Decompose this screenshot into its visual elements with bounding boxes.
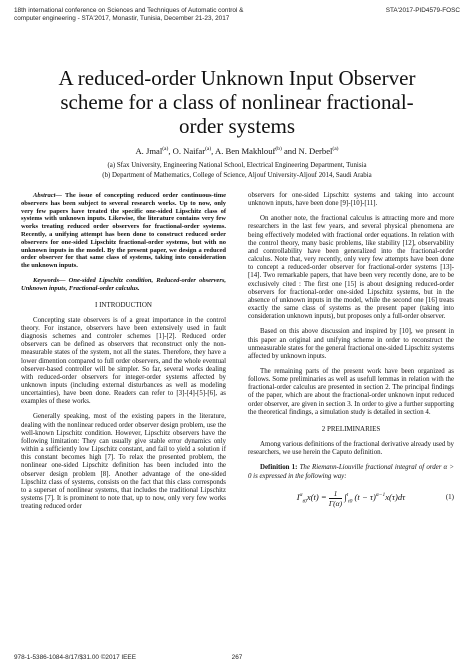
paragraph: The remaining parts of the present work have been organized as follows. Some preliminaries as well as usefull lemmas in relation with the fractional-order calculus are presented in section 2. The principal findings of the paper, which are about the fractional-order unknown input reduced order observer, are given in section 3. In order to give a further supporting the theoretical findings, a simulation study is detailed in section 4.: [248, 367, 454, 416]
title-line3: order systems: [178, 114, 296, 138]
author-list: A. Jmal$^{(a)}$, O. Naifar$^{(a)}$, A. Ben Makhlouf$^{(b)}$ and N. Derbel$^{(a)}$: [135, 146, 339, 156]
paragraph: Based on this above discussion and inspired by [10], we present in this paper an original and unifying scheme in order to reconstruct the unmeasurable states for the general fractional one-sided Lipschitz systems affected by unknown inputs.: [248, 328, 454, 360]
paragraph: Generally speaking, most of the existing papers in the literature, dealing with the nonlinear reduced order observer design problem, use the well-known Lipschitz condition. However, Lipschitz observers have the following limitation: They can usually give stable error dynamics only within a sufficiently low Lipschitz constant, and fail to yield a solution if this constant becomes high [7]. To relax the presented problem, the nonlinear one-sided Lipschitz definition has been included into the observer design problem [8]. Another advantage of the one-sided Lipschitz class of systems, consists on the fact that this class corresponds to a superset of nonlinear systems, that includes the traditional Lipschitz systems [7]. It is prominent to note that, up to now, only very few works treating reduced order: [21, 413, 226, 511]
keywords-label: Keywords—: [33, 276, 66, 284]
paragraph: On another note, the fractional calculus is attracting more and more researchers in the last few years, and several physical phenomena are being effectively modeled with fractional order equations. In relation with the control theory, many basic problems, like stability [12], observability and controllability have been generalized into the fractional-order calculus. Note that, very recently, only very few attempts have been done to concept a reduced-order observer for fractional-order systems [13]-[14]. Two remarkable papers, that have been very recently done, are to be exclusively cited : The first one [15] is about designing reduced-order observers for fractional-order one-sided Lipschitz systems, but in the absence of unknown inputs in the model, while the second one [16] treats exactly the same class of systems as the present paper (taking into consideration unknown inputs), but proposes only a full-order observer.: [248, 215, 454, 321]
page-number: 267: [231, 654, 243, 661]
paper-title: [40, 66, 434, 138]
title-line1: A reduced-order Unknown Input Observer: [58, 66, 416, 90]
paragraph: observers for one-sided Lipschitz systems and taking into account unknown inputs, have been done [9]-[10]-[11].: [248, 192, 454, 208]
definition-text: The Riemann-Liouville fractional integral of order α > 0 is expressed in the following way:: [248, 464, 454, 480]
abstract-label: Abstract—: [33, 192, 62, 199]
conference-header: [14, 7, 334, 23]
abstract: [21, 192, 226, 270]
right-column: [248, 192, 454, 516]
abstract-text: The issue of concepting reduced order continuous-time observers has been subject to several research works. Up to now, only very few papers have treated the specific one-sided Lipschitz class of systems with unknown inputs. Likewise, the literature contains very few works treating reduced order observers for fractional-order systems. Recently, a unifying attempt has been done to construct reduced order observers for one-sided Lipschitz fractional-order systems, but with no unknown inputs in the model. By the present paper, we design a reduced order observer for that same class of systems, taking into consideration the unknown inputs.: [21, 192, 226, 270]
affiliation-b: (b) Department of Mathematics, College of Science, Aljouf University-Aljouf 2014, Saudi Arabia: [102, 172, 372, 179]
keywords-text: One-sided Lipschitz condition, Reduced-order observers, Unknown inputs, Fractional-order calculus.: [21, 276, 226, 292]
paper-id: STA'2017-PID4579-FOSC: [385, 7, 460, 14]
definition: [248, 464, 454, 480]
conference-header-line1: 18th international conference on Sciences and Techniques of Automatic control &: [14, 7, 244, 14]
conference-header-line2: computer engineering - STA'2017, Monastir, Tunisia, December 21-23, 2017: [14, 15, 230, 22]
footer-copyright: 978-1-5386-1084-8/17/$31.00 ©2017 IEEE: [14, 654, 136, 661]
section-heading-preliminaries: 2 PRELIMINARIES: [321, 424, 381, 433]
keywords: [21, 277, 226, 293]
affiliation-a: (a) Sfax University, Engineering National School, Electrical Engineering Department, Tunisia: [107, 162, 367, 169]
definition-label: Definition 1:: [260, 464, 298, 472]
left-column: [21, 192, 226, 518]
paragraph: Concepting state observers is of a great importance in the control theory. For instance, observers have been extensively used in fault diagnosis schemes and controler schemes [1]-[2]. Reduced order observers can be defined as observers that reconstruct only the non-measurable states of the system, not all the states. Therefore, they have a lower dimention compared to full order observers, and the whole eventual observer-based controller will be simpler. So far, several works dealing with reduced-order observers for integer-order systems affected by unknown inputs (including external disturbances as well as modeling uncertainties), have been done. Readers can refer to [3]-[4]-[5]-[6], as examples of these works.: [21, 316, 226, 406]
equation-body: $I^\alpha_{t0}x(t)$ = $\frac{1}{\Gamma(\alpha)}$ ∫$^t_{t0}$ $(t - \tau)^{\alpha-1}x(\tau)d\tau$: [296, 488, 406, 508]
equation-number: (1): [445, 492, 454, 501]
section-heading-introduction: I INTRODUCTION: [95, 300, 152, 309]
title-line2: scheme for a class of nonlinear fractional-: [60, 90, 414, 114]
paragraph: Among various definitions of the fractional derivative already used by researchers, we use herein the Caputo definition.: [248, 441, 454, 457]
equation: [248, 489, 454, 508]
